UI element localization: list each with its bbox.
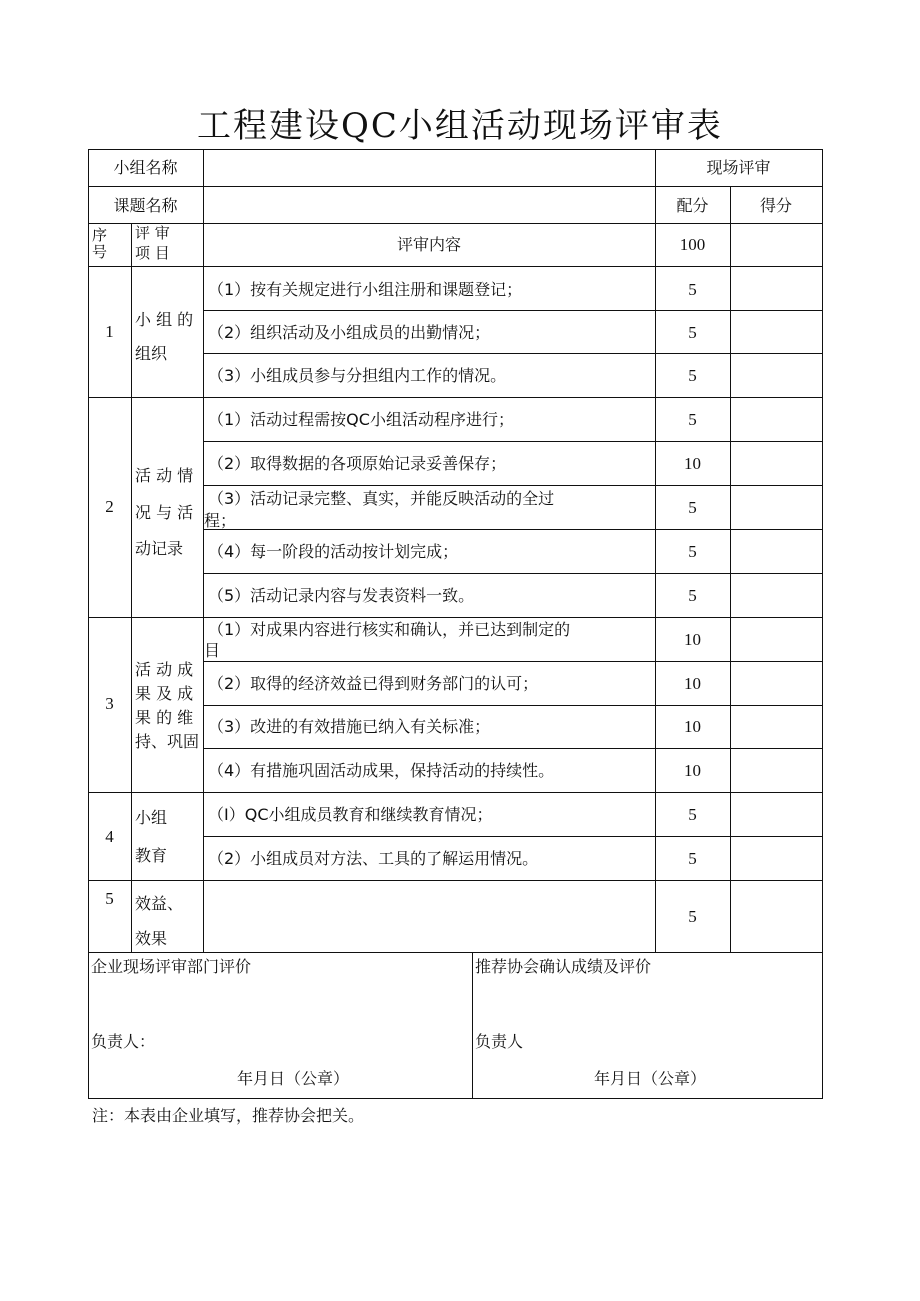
score-input-4-1[interactable]: [731, 794, 821, 836]
section-4-row-2-text: （2）小组成员对方法、工具的了解运用情况。: [208, 849, 539, 868]
section-1-row-3-score: 5: [688, 366, 697, 385]
section-2-row-1-score: 5: [688, 410, 697, 429]
section-2-item-line2: 况 与 活: [135, 503, 194, 522]
section-3-item-line4: 持、巩固: [135, 732, 200, 751]
item-header-1: 评 审: [135, 224, 170, 242]
section-2-row-3-text: （3）活动记录完整、真实，并能反映活动的全过: [208, 489, 555, 508]
score-input-3-1[interactable]: [731, 619, 821, 661]
section-3-item-line3: 果 的 维: [135, 708, 194, 727]
score-input-4-2[interactable]: [731, 837, 821, 880]
section-2-row-4-text: （4）每一阶段的活动按计划完成；: [208, 542, 459, 561]
section-3-row-2-score: 10: [684, 674, 701, 693]
score-got-label: 得分: [759, 196, 792, 215]
score-input-2-4[interactable]: [731, 530, 821, 573]
score-input-2-2[interactable]: [731, 442, 821, 485]
section-2-item-line3: 动记录: [135, 539, 184, 558]
section-4-row-2-score: 5: [688, 849, 697, 868]
score-input-1-3[interactable]: [731, 354, 821, 397]
section-2-row-3-text-cont: 程；: [204, 511, 237, 530]
section-1-item-line2: 组织: [135, 344, 168, 363]
section-1-seq: 1: [105, 322, 114, 341]
section-1-item-line1: 小 组 的: [135, 310, 194, 329]
total-score: 100: [679, 235, 706, 254]
score-input-2-5[interactable]: [731, 574, 821, 617]
section-3-row-4-text: （4）有措施巩固活动成果，保持活动的持续性。: [208, 761, 555, 780]
seq-header-1: 序: [92, 226, 108, 244]
section-1-row-1-score: 5: [688, 280, 697, 299]
section-3-row-2-text: （2）取得的经济效益已得到财务部门的认可；: [208, 674, 539, 693]
footer-left-title: 企业现场评审部门评价: [91, 957, 252, 976]
score-input-5-1[interactable]: [731, 882, 821, 952]
footer-right-title: 推荐协会确认成绩及评价: [475, 957, 652, 976]
footer-left-date: 年月日（公章）: [237, 1069, 350, 1088]
section-2-row-1-text: （1）活动过程需按QC小组活动程序进行；: [208, 410, 514, 429]
footer-left-person: 负责人：: [91, 1032, 156, 1051]
score-input-3-4[interactable]: [731, 749, 821, 792]
section-1-row-1-text: （1）按有关规定进行小组注册和课题登记；: [208, 280, 523, 299]
section-4-item-line2: 教育: [135, 846, 168, 865]
score-input-3-3[interactable]: [731, 706, 821, 748]
content-header: 评审内容: [396, 235, 461, 254]
section-5-seq: 5: [105, 889, 114, 908]
section-2-row-2-score: 10: [684, 454, 701, 473]
section-5-row-1-score: 5: [688, 907, 697, 926]
section-4-item-line1: 小组: [135, 808, 168, 827]
section-2-row-5-score: 5: [688, 586, 697, 605]
seq-header-2: 号: [92, 243, 108, 261]
section-2-seq: 2: [105, 497, 114, 516]
section-1-row-3-text: （3）小组成员参与分担组内工作的情况。: [208, 366, 507, 385]
section-5-item-line2: 效果: [135, 929, 168, 948]
group-name-field[interactable]: [204, 151, 654, 185]
section-2-row-5-text: （5）活动记录内容与发表资料一致。: [208, 586, 475, 605]
footnote: 注：本表由企业填写，推荐协会把关。: [92, 1106, 365, 1125]
section-3-row-1-score: 10: [684, 630, 701, 649]
subject-name-label: 课题名称: [113, 196, 178, 215]
section-3-row-1-text-cont: 目: [204, 641, 221, 660]
score-input-1-2[interactable]: [731, 311, 821, 353]
section-2-row-3-score: 5: [688, 498, 697, 517]
section-2-item-line1: 活 动 情: [135, 466, 194, 485]
section-1-row-2-text: （2）组织活动及小组成员的出勤情况；: [208, 323, 491, 342]
onsite-review-label: 现场评审: [706, 158, 771, 177]
table-top-border: [88, 149, 823, 150]
section-3-seq: 3: [105, 694, 114, 713]
score-input-1-1[interactable]: [731, 268, 821, 310]
section-5-item-line1: 效益、: [135, 894, 184, 913]
section-4-seq: 4: [105, 827, 114, 846]
section-2-row-2-text: （2）取得数据的各项原始记录妥善保存；: [208, 454, 507, 473]
section-4-row-1-text: （I）QC小组成员教育和继续教育情况；: [208, 805, 493, 824]
table-bottom-border: [88, 1098, 823, 1099]
section-3-row-4-score: 10: [684, 761, 701, 780]
section-1-row-2-score: 5: [688, 323, 697, 342]
table-left-border: [88, 149, 89, 1099]
score-input-2-1[interactable]: [731, 399, 821, 441]
item-header-2: 项 目: [135, 244, 170, 262]
subject-name-field[interactable]: [204, 188, 654, 222]
section-3-item-line1: 活 动 成: [135, 660, 194, 679]
table-right-border: [822, 149, 823, 1099]
section-3-row-1-text: （1）对成果内容进行核实和确认，并已达到制定的: [208, 620, 571, 639]
footer-right-person: 负责人: [475, 1032, 524, 1051]
section-2-row-4-score: 5: [688, 542, 697, 561]
group-name-label: 小组名称: [113, 158, 178, 177]
score-input-2-3[interactable]: [731, 486, 821, 529]
section-3-item-line2: 果 及 成: [135, 684, 194, 703]
page-title: 工程建设QC小组活动现场评审表: [197, 106, 723, 146]
section-3-row-3-text: （3）改进的有效措施已纳入有关标准；: [208, 717, 491, 736]
section-4-row-1-score: 5: [688, 805, 697, 824]
score-alloc-label: 配分: [676, 196, 709, 215]
footer-right-date: 年月日（公章）: [594, 1069, 707, 1088]
section-3-row-3-score: 10: [684, 717, 701, 736]
score-input-3-2[interactable]: [731, 662, 821, 705]
